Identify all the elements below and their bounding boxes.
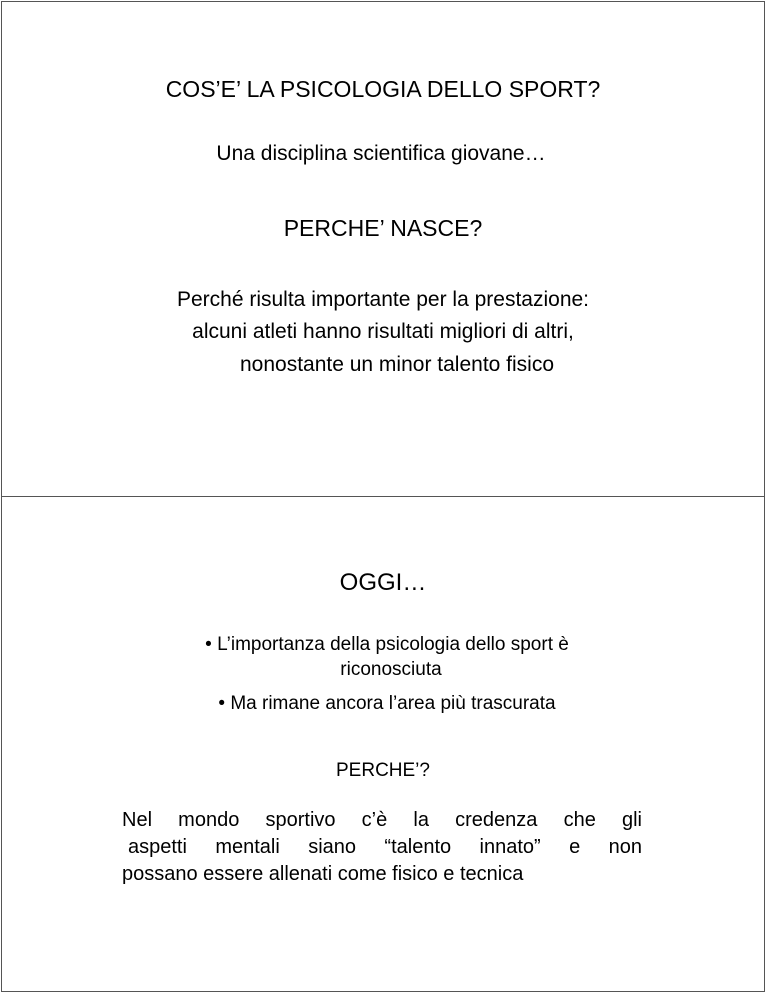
bullet-2: • Ma rimane ancora l’area più trascurata: [218, 693, 556, 714]
slide-2-paragraph-line-1: Nel mondo sportivo c’è la credenza che gli: [122, 809, 642, 831]
slide-1-title: COS’E’ LA PSICOLOGIA DELLO SPORT?: [165, 76, 601, 102]
slide-2-title: OGGI…: [339, 569, 427, 596]
slide-1-line-2: alcuni atleti hanno risultati migliori di altri,: [192, 320, 574, 343]
slide-2-paragraph-line-3: possano essere allenati come fisico e tecnica: [122, 863, 524, 885]
slide-1-heading: PERCHE’ NASCE?: [283, 215, 483, 241]
bullet-1-line-1: • L’importanza della psicologia dello sport è: [205, 634, 569, 655]
slide-1-line-1: Perché risulta importante per la prestazione:: [176, 288, 590, 311]
slide-1-subtitle: Una disciplina scientifica giovane…: [216, 142, 546, 165]
slide-2-paragraph-line-2: aspetti mentali siano “talento innato” e non: [128, 836, 642, 858]
slide-1: [1, 1, 765, 497]
slide-2: [1, 496, 765, 992]
slide-1-line-3: nonostante un minor talento fisico: [239, 353, 555, 376]
bullet-1-line-2: riconosciuta: [340, 659, 442, 680]
slide-2-question: PERCHE’?: [336, 760, 430, 781]
